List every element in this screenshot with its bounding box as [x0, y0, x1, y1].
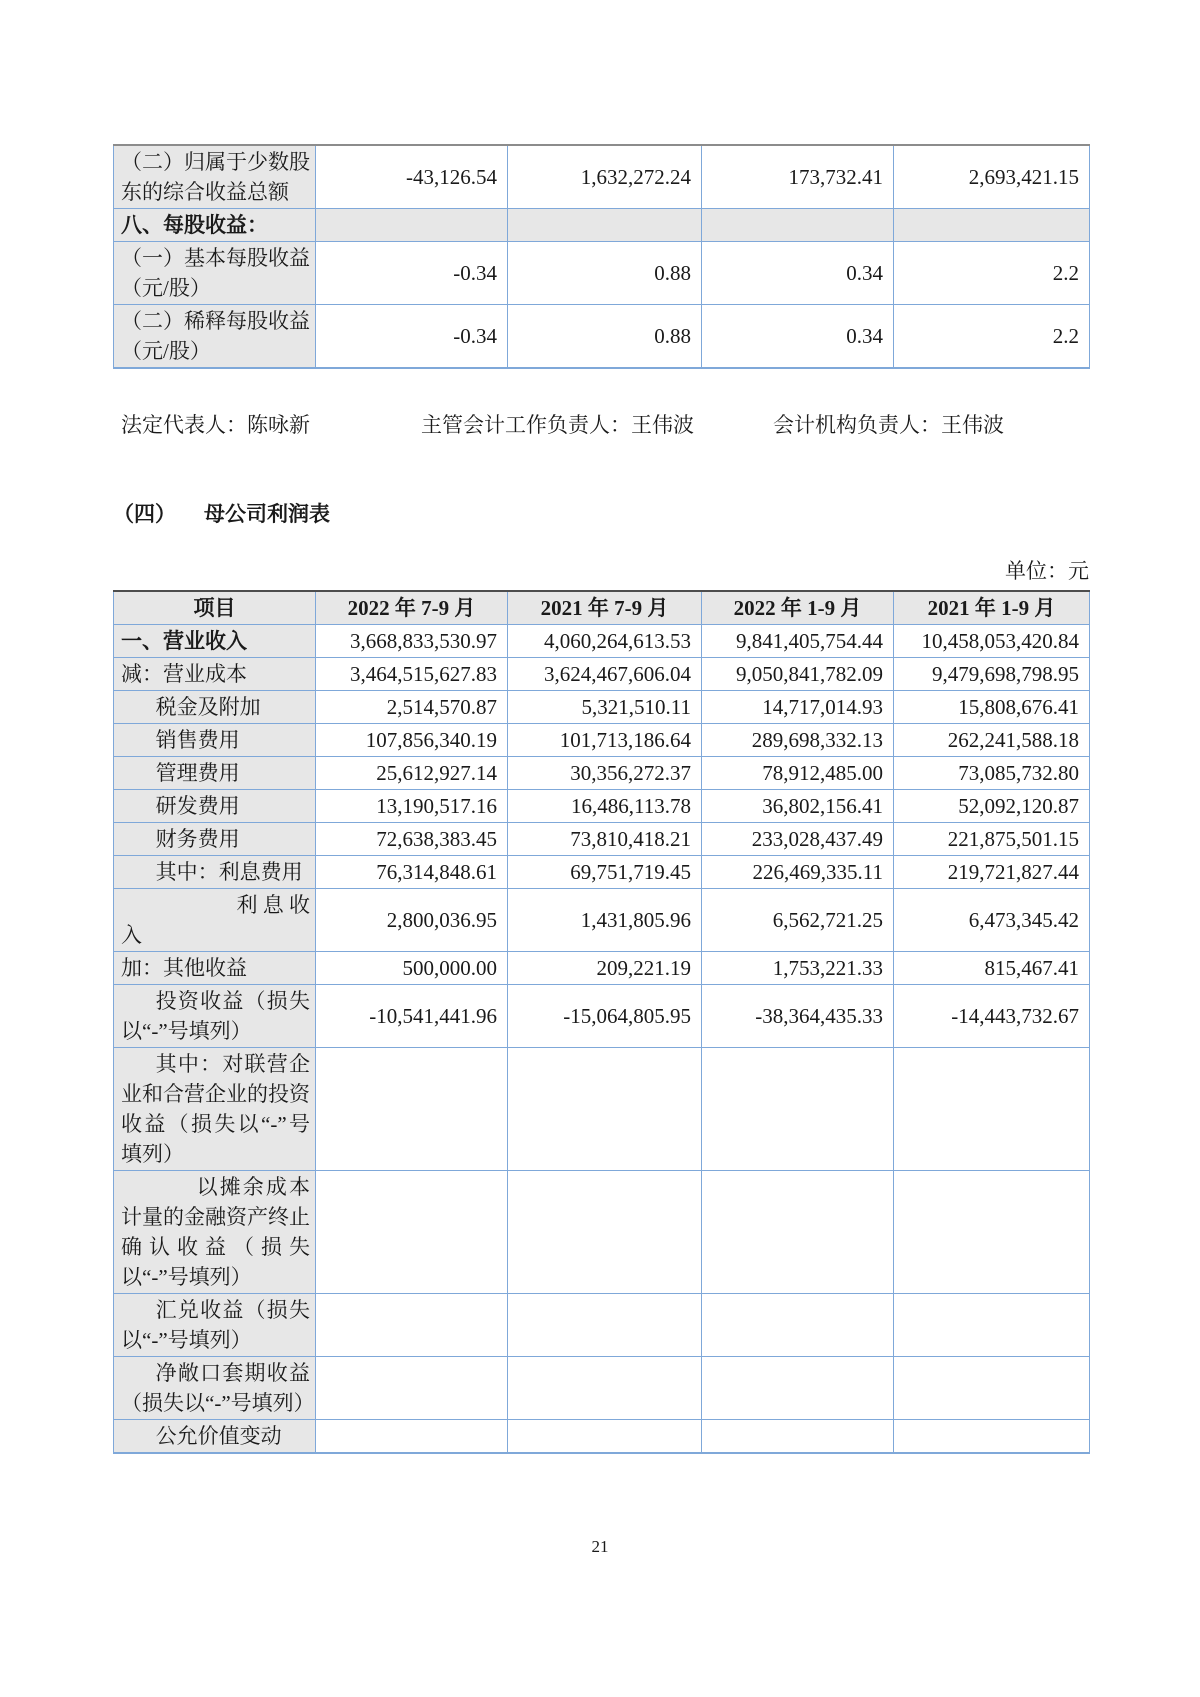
value-cell: 78,912,485.00 — [702, 757, 894, 790]
section-row — [114, 209, 1090, 242]
table-row — [114, 985, 1090, 1048]
value-cell: 3,668,833,530.97 — [316, 625, 508, 658]
value-cell — [702, 1420, 894, 1454]
value-cell: 73,810,418.21 — [508, 823, 702, 856]
value-cell — [702, 1048, 894, 1171]
value-cell: 16,486,113.78 — [508, 790, 702, 823]
value-cell: 233,028,437.49 — [702, 823, 894, 856]
accounting-department-head-signature: 会计机构负责人：王伟波 — [773, 413, 1004, 437]
value-cell: -14,443,732.67 — [894, 985, 1090, 1048]
page-number: 21 — [591, 1537, 609, 1556]
value-cell — [508, 1294, 702, 1357]
row-label-cell: 汇兑收益（损失以“-”号填列） — [114, 1294, 316, 1357]
column-header-cell: 2022 年 1-9 月 — [702, 591, 894, 625]
value-cell: 69,751,719.45 — [508, 856, 702, 889]
column-header-cell: 2021 年 7-9 月 — [508, 591, 702, 625]
value-cell: -43,126.54 — [316, 145, 508, 209]
row-label-cell: 以摊余成本计量的金融资产终止确认收益（损失以“-”号填列） — [114, 1171, 316, 1294]
table-row — [114, 658, 1090, 691]
value-cell: 1,753,221.33 — [702, 952, 894, 985]
row-label-cell: 减：营业成本 — [114, 658, 316, 691]
value-cell — [508, 1357, 702, 1420]
value-cell: 221,875,501.15 — [894, 823, 1090, 856]
value-cell — [894, 1294, 1090, 1357]
value-cell — [316, 1357, 508, 1420]
value-cell: 3,624,467,606.04 — [508, 658, 702, 691]
value-cell: -0.34 — [316, 305, 508, 369]
value-cell: 173,732.41 — [702, 145, 894, 209]
value-cell: 6,473,345.42 — [894, 889, 1090, 952]
value-cell: 226,469,335.11 — [702, 856, 894, 889]
value-cell: 76,314,848.61 — [316, 856, 508, 889]
value-cell — [894, 209, 1090, 242]
value-cell: -38,364,435.33 — [702, 985, 894, 1048]
row-label-cell: 其中：对联营企业和合营企业的投资收益（损失以“-”号填列） — [114, 1048, 316, 1171]
value-cell — [508, 1171, 702, 1294]
value-cell — [316, 1171, 508, 1294]
parent-company-income-statement-table — [113, 590, 1090, 1454]
value-cell: 2,800,036.95 — [316, 889, 508, 952]
value-cell: 2,514,570.87 — [316, 691, 508, 724]
value-cell — [702, 1294, 894, 1357]
value-cell: 2.2 — [894, 242, 1090, 305]
value-cell — [316, 209, 508, 242]
value-cell: 9,050,841,782.09 — [702, 658, 894, 691]
value-cell: 36,802,156.41 — [702, 790, 894, 823]
value-cell: 219,721,827.44 — [894, 856, 1090, 889]
value-cell: 289,698,332.13 — [702, 724, 894, 757]
value-cell — [316, 1048, 508, 1171]
chief-accounting-officer-signature: 主管会计工作负责人：王伟波 — [421, 413, 694, 437]
signature-line — [113, 409, 1089, 439]
value-cell: 0.88 — [508, 242, 702, 305]
table-row — [114, 889, 1090, 952]
section-index: （四） — [113, 503, 176, 526]
value-cell: 9,841,405,754.44 — [702, 625, 894, 658]
row-label-cell: 投资收益（损失以“-”号填列） — [114, 985, 316, 1048]
table-row — [114, 952, 1090, 985]
table-row — [114, 305, 1090, 369]
table-row — [114, 823, 1090, 856]
value-cell: 2.2 — [894, 305, 1090, 369]
value-cell: 10,458,053,420.84 — [894, 625, 1090, 658]
row-label-cell: 八、每股收益： — [114, 209, 316, 242]
value-cell: 262,241,588.18 — [894, 724, 1090, 757]
table-row — [114, 856, 1090, 889]
value-cell: 30,356,272.37 — [508, 757, 702, 790]
value-cell — [702, 1357, 894, 1420]
value-cell: 209,221.19 — [508, 952, 702, 985]
unit-label: 单位：元 — [1005, 559, 1089, 583]
value-cell: 72,638,383.45 — [316, 823, 508, 856]
value-cell: 14,717,014.93 — [702, 691, 894, 724]
value-cell — [894, 1171, 1090, 1294]
value-cell: 0.34 — [702, 242, 894, 305]
row-label-cell: 其中：利息费用 — [114, 856, 316, 889]
table-row — [114, 1420, 1090, 1454]
value-cell — [894, 1357, 1090, 1420]
value-cell: 107,856,340.19 — [316, 724, 508, 757]
value-cell: 500,000.00 — [316, 952, 508, 985]
table-row — [114, 1294, 1090, 1357]
table-row — [114, 625, 1090, 658]
value-cell: 3,464,515,627.83 — [316, 658, 508, 691]
value-cell: 25,612,927.14 — [316, 757, 508, 790]
value-cell: 2,693,421.15 — [894, 145, 1090, 209]
row-label-cell: 管理费用 — [114, 757, 316, 790]
row-label-cell: 财务费用 — [114, 823, 316, 856]
value-cell: 101,713,186.64 — [508, 724, 702, 757]
table-row — [114, 790, 1090, 823]
row-label-cell: 销售费用 — [114, 724, 316, 757]
value-cell: 6,562,721.25 — [702, 889, 894, 952]
row-label-cell: 加：其他收益 — [114, 952, 316, 985]
row-label-cell: 利息收入 — [114, 889, 316, 952]
table-row — [114, 145, 1090, 209]
value-cell: 1,431,805.96 — [508, 889, 702, 952]
value-cell: 5,321,510.11 — [508, 691, 702, 724]
value-cell: 4,060,264,613.53 — [508, 625, 702, 658]
value-cell: -0.34 — [316, 242, 508, 305]
value-cell: 52,092,120.87 — [894, 790, 1090, 823]
value-cell — [508, 1420, 702, 1454]
value-cell: 9,479,698,798.95 — [894, 658, 1090, 691]
value-cell — [702, 209, 894, 242]
earnings-summary-table — [113, 144, 1090, 369]
table-row — [114, 724, 1090, 757]
table-row — [114, 1357, 1090, 1420]
value-cell: 13,190,517.16 — [316, 790, 508, 823]
value-cell — [702, 1171, 894, 1294]
column-header-cell: 2021 年 1-9 月 — [894, 591, 1090, 625]
section-title-text: 母公司利润表 — [204, 503, 330, 526]
value-cell — [316, 1294, 508, 1357]
table-row — [114, 1048, 1090, 1171]
column-header-cell: 2022 年 7-9 月 — [316, 591, 508, 625]
value-cell: 73,085,732.80 — [894, 757, 1090, 790]
value-cell: 0.34 — [702, 305, 894, 369]
row-label-cell: 一、营业收入 — [114, 625, 316, 658]
legal-representative-signature: 法定代表人：陈咏新 — [121, 413, 310, 437]
value-cell — [508, 209, 702, 242]
row-label-cell: （二）归属于少数股东的综合收益总额 — [114, 145, 316, 209]
row-label-cell: （一）基本每股收益（元/股） — [114, 242, 316, 305]
value-cell: 15,808,676.41 — [894, 691, 1090, 724]
row-label-cell: 税金及附加 — [114, 691, 316, 724]
value-cell: -15,064,805.95 — [508, 985, 702, 1048]
row-label-cell: 净敞口套期收益（损失以“-”号填列） — [114, 1357, 316, 1420]
value-cell — [894, 1420, 1090, 1454]
table-row — [114, 691, 1090, 724]
table-row — [114, 242, 1090, 305]
row-label-cell: 公允价值变动 — [114, 1420, 316, 1454]
value-cell — [508, 1048, 702, 1171]
value-cell: 815,467.41 — [894, 952, 1090, 985]
row-label-cell: （二）稀释每股收益（元/股） — [114, 305, 316, 369]
row-label-cell: 研发费用 — [114, 790, 316, 823]
section-title — [113, 500, 330, 530]
value-cell — [316, 1420, 508, 1454]
value-cell: -10,541,441.96 — [316, 985, 508, 1048]
table-row — [114, 1171, 1090, 1294]
column-header-cell: 项目 — [114, 591, 316, 625]
value-cell: 0.88 — [508, 305, 702, 369]
table-header-row — [114, 591, 1090, 625]
value-cell: 1,632,272.24 — [508, 145, 702, 209]
value-cell — [894, 1048, 1090, 1171]
table-row — [114, 757, 1090, 790]
